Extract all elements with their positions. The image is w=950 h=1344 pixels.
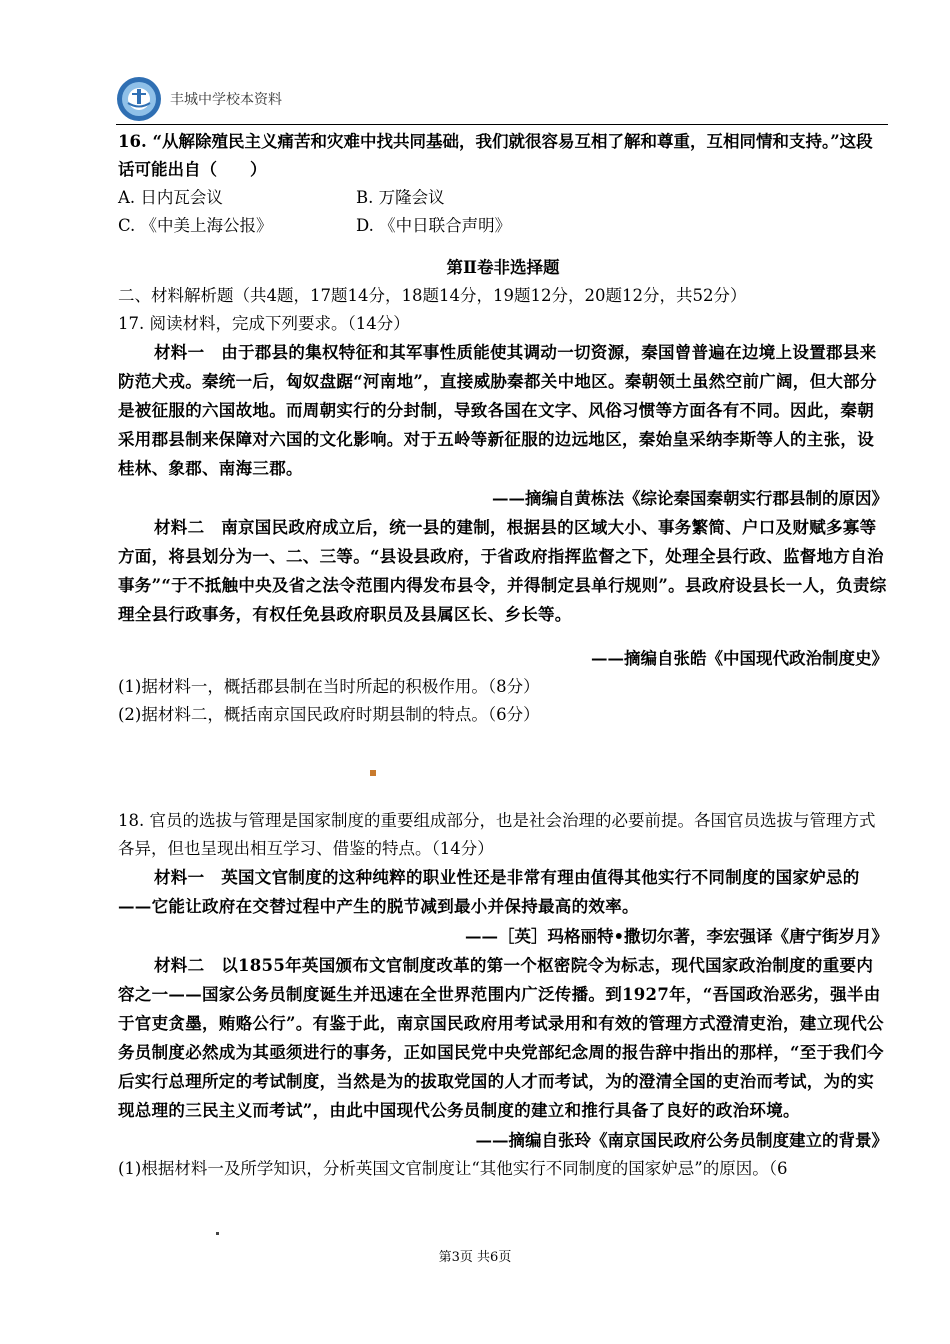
q17-material-1: 材料一 由于郡县的集权特征和其军事性质能使其调动一切资源，秦国曾普遍在边境上设置郡县来防范犬戎。秦统一后，匈奴盘踞“河南地”，直接威胁秦都关中地区。秦朝领土虽然空前广阔，但大部分是被征服的六国故地。而周朝实行的分封制，导致各国在文字、风俗习惯等方面各有不同。因此，秦朝采用郡县制来保障对六国的文化影响。对于五岭等新征服的边远地区，秦始皇采纳李斯等人的主张，设桂林、象郡、南海三郡。 <box>118 343 877 478</box>
q17-sub-question-2: (2)据材料二，概括南京国民政府时期县制的特点。（6分） <box>118 705 540 724</box>
scan-mark <box>370 770 376 776</box>
q18-source-1: ——［英］玛格丽特•撒切尔著，李宏强译《唐宁街岁月》 <box>464 927 888 946</box>
page-header <box>116 76 282 122</box>
q18-source-2: ——摘编自张玲《南京国民政府公务员制度建立的背景》 <box>475 1131 888 1150</box>
header-rule <box>116 124 888 125</box>
page-number: 第3页 共6页 <box>438 1250 512 1265</box>
q16-option-a: A. 日内瓦会议 <box>118 188 223 207</box>
page-content <box>118 128 888 1183</box>
section-instruction: 二、材料解析题（共4题，17题14分，18题14分，19题12分，20题12分，共52分） <box>118 286 747 305</box>
q17-material-2: 材料二 南京国民政府成立后，统一县的建制，根据县的区域大小、事务繁简、户口及财赋多寡等方面，将县划分为一、二、三等。“县设县政府，于省政府指挥监督之下，处理全县行政、监督地方自治事务”“于不抵触中央及省之法令范围内得发布县令，并得制定县单行规则”。县政府设县长一人，负责综理全县行政事务，有权任免县政府职员及县属区长、乡长等。 <box>118 518 887 624</box>
section-title: 第Ⅱ卷非选择题 <box>446 258 560 277</box>
school-emblem-icon <box>116 76 162 122</box>
q16-option-d: D. 《中日联合声明》 <box>356 216 512 235</box>
school-name: 丰城中学校本资料 <box>170 92 282 108</box>
q16-stem: 16. “从解除殖民主义痛苦和灾难中找共同基础，我们就很容易互相了解和尊重，互相同情和支持。”这段话可能出自（ ） <box>118 132 873 179</box>
q18-material-2: 材料二 以1855年英国颁布文官制度改革的第一个枢密院令为标志，现代国家政治制度的重要内容之一——国家公务员制度诞生并迅速在全世界范围内广泛传播。到1927年，“吾国政治恶劣，强半由于官吏贪墨，贿赂公行”。有鉴于此，南京国民政府用考试录用和有效的管理方式澄清吏治，建立现代公务员制度必然成为其亟须进行的事务，正如国民党中央党部纪念周的报告辞中指出的那样，“至于我们今后实行总理所定的考试制度，当然是为的拔取党国的人才而考试，为的澄清全国的吏治而考试，为的实现总理的三民主义而考试”，由此中国现代公务员制度的建立和推行具备了良好的政治环境。 <box>118 956 884 1120</box>
q18-material-1: 材料一 英国文官制度的这种纯粹的职业性还是非常有理由值得其他实行不同制度的国家妒忌的——它能让政府在交替过程中产生的脱节减到最小并保持最高的效率。 <box>118 868 860 916</box>
q17-source-1: ——摘编自黄栋法《综论秦国秦朝实行郡县制的原因》 <box>492 489 888 508</box>
q16-options-row-2 <box>118 212 888 240</box>
q17-stem: 17. 阅读材料，完成下列要求。（14分） <box>118 314 410 333</box>
q17-sub-question-1: (1)据材料一，概括郡县制在当时所起的积极作用。（8分） <box>118 677 540 696</box>
q16-option-c: C. 《中美上海公报》 <box>118 216 273 235</box>
q18-stem: 18. 官员的选拔与管理是国家制度的重要组成部分，也是社会治理的必要前提。各国官员选拔与管理方式各异，但也呈现出相互学习、借鉴的特点。（14分） <box>118 811 876 858</box>
q18-sub-question-1: (1)根据材料一及所学知识，分析英国文官制度让“其他实行不同制度的国家妒忌”的原因。（6 <box>118 1159 788 1178</box>
q16-options-row-1 <box>118 184 888 212</box>
q17-source-2: ——摘编自张皓《中国现代政治制度史》 <box>591 649 888 668</box>
scan-dot <box>216 1232 219 1235</box>
q16-option-b: B. 万隆会议 <box>356 188 445 207</box>
